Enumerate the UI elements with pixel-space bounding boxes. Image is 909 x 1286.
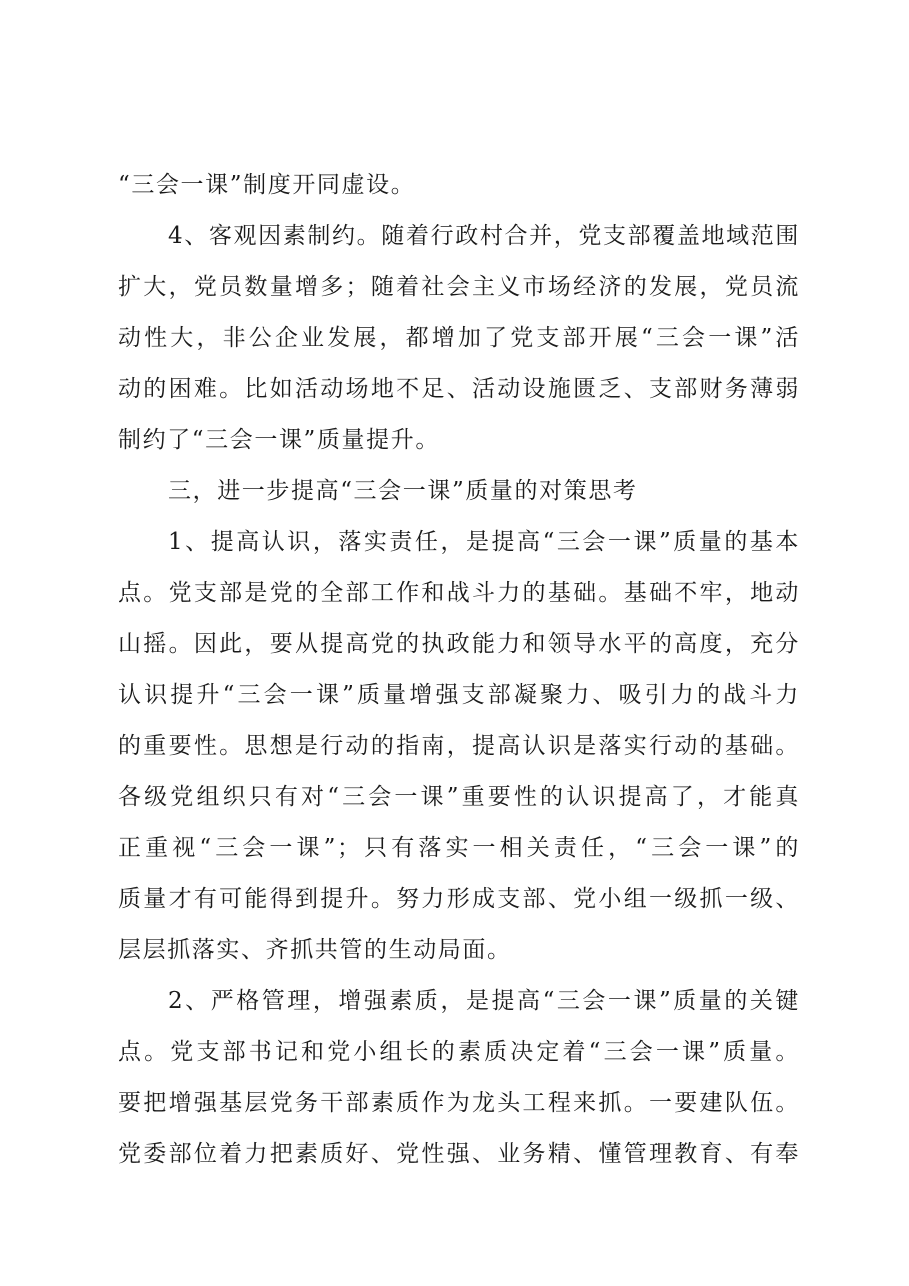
text-line: 质量才有可能得到提升。努力形成支部、党小组一级抓一级、 <box>118 886 800 912</box>
text-line: 制约了“三会一课”质量提升。 <box>118 427 440 453</box>
text-line: 正重视“三会一课”；只有落实一相关责任，“三会一课”的 <box>118 835 800 861</box>
text-line: 要把增强基层党务干部素质作为龙头工程来抓。一要建队伍。 <box>118 1090 800 1116</box>
text-line: 点。党支部是党的全部工作和战斗力的基础。基础不牢，地动 <box>118 580 800 606</box>
text-line: 认识提升“三会一课”质量增强支部凝聚力、吸引力的战斗力 <box>118 682 800 708</box>
paragraph-1-start: 1、提高认识，落实责任，是提高“三会一课”质量的基本 <box>168 529 800 555</box>
text-line: 动性大，非公企业发展，都增加了党支部开展“三会一课”活 <box>118 325 800 351</box>
paragraph-2-start: 2、严格管理，增强素质，是提高“三会一课”质量的关键 <box>168 988 800 1014</box>
text-line: 扩大，党员数量增多；随着社会主义市场经济的发展，党员流 <box>118 274 800 300</box>
text-line: 山摇。因此，要从提高党的执政能力和领导水平的高度，充分 <box>118 631 800 657</box>
text-line: 党委部位着力把素质好、党性强、业务精、懂管理教育、有奉 <box>118 1141 800 1167</box>
text-line: “三会一课”制度开同虚设。 <box>118 172 416 198</box>
text-line: 点。党支部书记和党小组长的素质决定着“三会一课”质量。 <box>118 1039 800 1065</box>
body-text <box>118 160 800 1180</box>
text-line: 各级党组织只有对“三会一课”重要性的认识提高了，才能真 <box>118 784 800 810</box>
paragraph-4-start: 4、客观因素制约。随着行政村合并，党支部覆盖地域范围 <box>168 223 800 249</box>
text-line: 层层抓落实、齐抓共管的生动局面。 <box>118 937 512 963</box>
text-line: 动的困难。比如活动场地不足、活动设施匮乏、支部财务薄弱 <box>118 376 800 402</box>
section-heading: 三，进一步提高“三会一课”质量的对策思考 <box>168 478 638 504</box>
text-line: 的重要性。思想是行动的指南，提高认识是落实行动的基础。 <box>118 733 800 759</box>
